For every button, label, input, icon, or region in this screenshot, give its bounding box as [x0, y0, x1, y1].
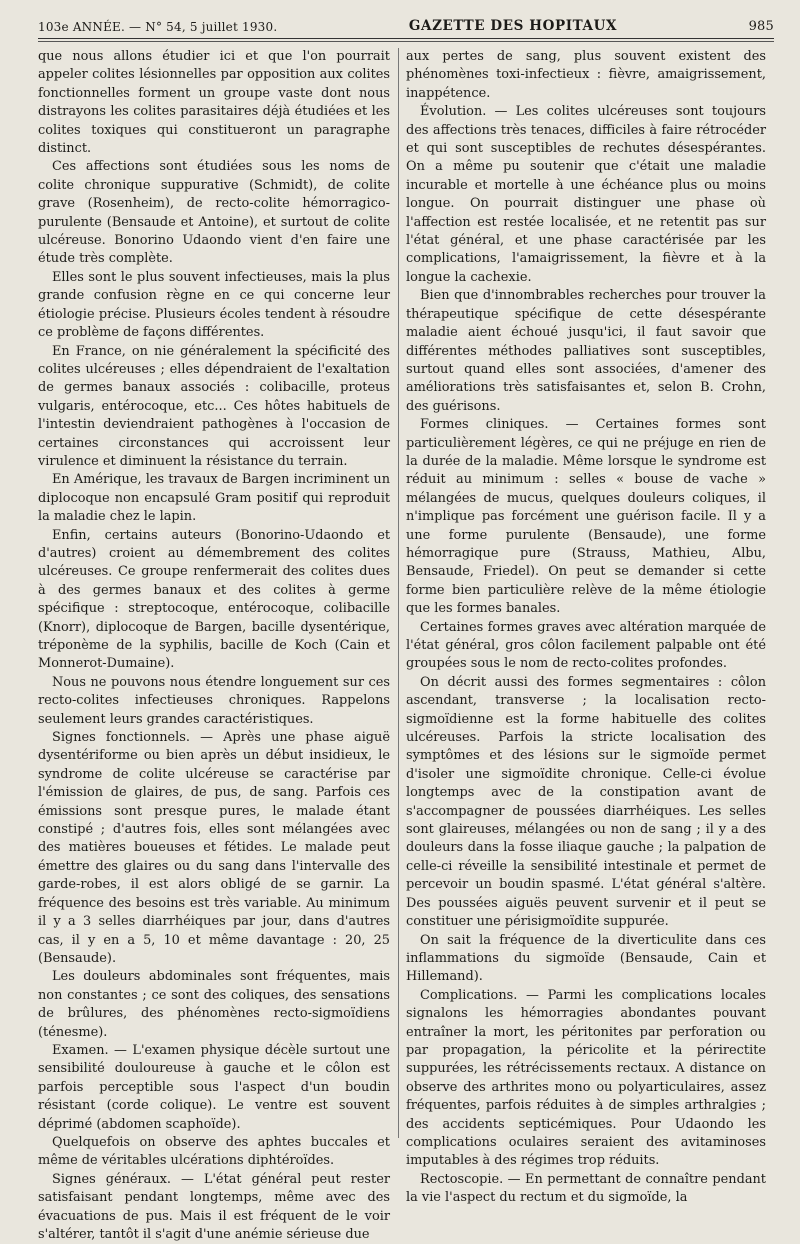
paragraph: En Amérique, les travaux de Bargen incriminent un diplocoque non encapsulé Gram positif qui reproduit la maladie chez le lapin.	[38, 472, 390, 525]
header-rule-thin	[38, 41, 774, 42]
paragraph: On sait la fréquence de la diverticulite dans ces inflammations du sigmoïde (Bensaude, Cain et Hillemand).	[406, 932, 766, 985]
paragraph: Formes cliniques. — Certaines formes sont particulièrement légères, ce qui ne préjuge en rien de la durée de la maladie. Même lorsque le syndrome est réduit au minimum : selles « bouse de vache » mélangées de mucus, quelques douleurs coliques, il n'implique pas forcément une guérison facile. Il y a une forme purulente (Bensaude), une forme hémorragique pure (Strauss, Mathieu, Albu, Bensaude, Friedel). On peut se demander si cette forme bien particulière relève de la même étiologie que les formes banales.	[406, 417, 766, 617]
page-number: 985	[748, 19, 774, 34]
paragraph: On décrit aussi des formes segmentaires : côlon ascendant, transverse ; la localisation recto-sigmoïdienne est la forme habituelle des colites ulcéreuses. Parfois la stricte localisation des symptômes et des lésions sur le sigmoïde permet d'isoler une sigmoïdite chronique. Celle-ci évolue longtemps avec de la constipation avant de s'accompagner de poussées diarrhéiques. Les selles sont glaireuses, mélangées ou non de sang ; il y a des douleurs dans la fosse iliaque gauche ; la palpation de celle-ci réveille la sensibilité intestinale et permet de percevoir un boudin spasmé. L'état général s'altère. Des poussées aiguës peuvent survenir et il peut se constituer une périsigmoïdite suppurée.	[406, 674, 766, 930]
right-column	[406, 48, 766, 1206]
paragraph: Ces affections sont étudiées sous les noms de colite chronique suppurative (Schmidt), de colite grave (Rosenheim), de recto-colite hémorragico-purulente (Bensaude et Antoine), et surtout de colite ulcéreuse. Bonorino Udaondo vient d'en faire une étude très complète.	[38, 159, 390, 267]
journal-title: GAZETTE DES HOPITAUX	[408, 18, 618, 34]
paragraph: Signes généraux. — L'état général peut rester satisfaisant pendant longtemps, même avec des évacuations de pus. Mais il est fréquent de le voir s'altérer, tantôt il s'agit d'une anémie sérieuse due	[38, 1171, 390, 1242]
paragraph: que nous allons étudier ici et que l'on pourrait appeler colites lésionnelles par opposition aux colites fonctionnelles forment un groupe vaste dont nous distrayons les colites parasitaires déjà étudiées et les colites toxiques qui constitueront un paragraphe distinct.	[38, 49, 390, 157]
paragraph: aux pertes de sang, plus souvent existent des phénomènes toxi-infectieux : fièvre, amaigrissement, inappétence.	[406, 49, 766, 101]
paragraph: Nous ne pouvons nous étendre longuement sur ces recto-colites infectieuses chroniques. Rappelons seulement leurs grandes caractéristiques.	[38, 674, 390, 727]
paragraph: Bien que d'innombrables recherches pour trouver la thérapeutique spécifique de cette désespérante maladie aient échoué jusqu'ici, il faut savoir que différentes méthodes palliatives sont susceptibles, surtout quand elles sont associées, d'amener des améliorations très satisfaisantes et, selon B. Crohn, des guérisons.	[406, 288, 766, 414]
paragraph: En France, on nie généralement la spécificité des colites ulcéreuses ; elles dépendraient de l'exaltation de germes banaux associés : colibacille, proteus vulgaris, entérocoque, etc... Ces hôtes habituels de l'intestin deviendraient pathogènes à l'occasion de certaines circonstances qui accroissent leur virulence et diminuent la résistance du terrain.	[38, 343, 390, 469]
column-divider	[398, 48, 399, 1138]
paragraph: Complications. — Parmi les complications locales signalons les hémorragies abondantes pouvant entraîner la mort, les péritonites par perforation ou par propagation, la péricolite et la périrectite suppurées, les rétrécissements rectaux. A distance on observe des arthrites mono ou polyarticulaires, assez fréquentes, parfois réduites à de simples arthralgies ; des accidents septicémiques. Pour Udaondo les complications oculaires seraient des avitaminoses imputables à des régimes trop réduits.	[406, 987, 766, 1169]
left-column	[38, 48, 390, 1242]
paragraph: Les douleurs abdominales sont fréquentes, mais non constantes ; ce sont des coliques, des sensations de brûlures, des phénomènes recto-sigmoïdiens (ténesme).	[38, 969, 390, 1040]
paragraph: Rectoscopie. — En permettant de connaître pendant la vie l'aspect du rectum et du sigmoïde, la	[406, 1171, 766, 1206]
paragraph: Elles sont le plus souvent infectieuses, mais la plus grande confusion règne en ce qui concerne leur étiologie précise. Plusieurs écoles tendent à résoudre ce problème de façons différentes.	[38, 269, 390, 341]
page-header	[38, 8, 774, 34]
header-rule	[38, 38, 774, 39]
paragraph: Évolution. — Les colites ulcéreuses sont toujours des affections très tenaces, difficiles à faire rétrocéder et qui sont susceptibles de rechutes désespérantes. On a même pu soutenir que c'était une maladie incurable et mortelle à une échéance plus ou moins longue. On pourrait distinguer une phase où l'affection est restée localisée, et ne retentit pas sur l'état général, et une phase caractérisée par les complications, l'amaigrissement, la fièvre et à la longue la cachexie.	[406, 104, 766, 285]
paragraph: Signes fonctionnels. — Après une phase aiguë dysentériforme ou bien après un début insidieux, le syndrome de colite ulcéreuse se caractérise par l'émission de glaires, de pus, de sang. Parfois ces émissions sont presque pures, le malade étant constipé ; d'autres fois, elles sont mélangées avec des matières boueuses et fétides. Le malade peut émettre des glaires ou du sang dans l'intervalle des garde-robes, il est alors obligé de se garnir. La fréquence des besoins est très variable. Au minimum il y a 3 selles diarrhéiques par jour, dans d'autres cas, il y en a 5, 10 et même davantage : 20, 25 (Bensaude).	[38, 730, 390, 966]
issue-line: 103e ANNÉE. — N° 54, 5 juillet 1930.	[38, 20, 278, 34]
paragraph: Quelquefois on observe des aphtes buccales et même de véritables ulcérations diphtéroïdes.	[38, 1134, 390, 1169]
paragraph: Examen. — L'examen physique décèle surtout une sensibilité douloureuse à gauche et le côlon est parfois perceptible sous l'aspect d'un boudin résistant (corde colique). Le ventre est souvent déprimé (abdomen scaphoïde).	[38, 1042, 390, 1132]
paragraph: Enfin, certains auteurs (Bonorino-Udaondo et d'autres) croient au démembrement des colites ulcéreuses. Ce groupe renfermerait des colites dues à des germes banaux et des colites à germe spécifique : streptocoque, entérocoque, colibacille (Knorr), diplocoque de Bargen, bacille dysentérique, tréponème de la syphilis, bacille de Koch (Cain et Monnerot-Dumaine).	[38, 527, 390, 672]
paragraph: Certaines formes graves avec altération marquée de l'état général, gros côlon facilement palpable ont été groupées sous le nom de recto-colites profondes.	[406, 619, 766, 672]
